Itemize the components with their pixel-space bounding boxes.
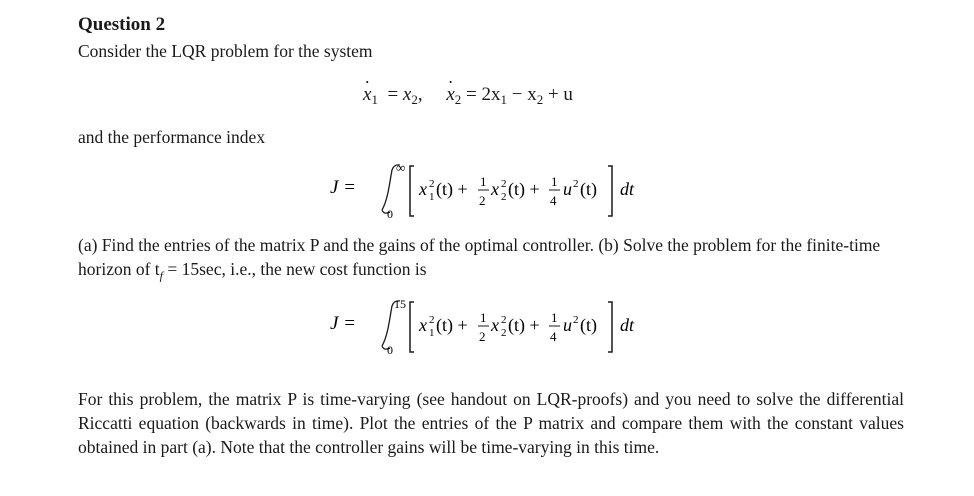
int1-term1: x [419, 179, 427, 199]
int1-right-bracket [608, 166, 612, 216]
system-equation [363, 84, 573, 108]
int2-term3: u [563, 315, 572, 335]
int2-dt: dt [620, 315, 635, 335]
int2-term3-arg: (t) [580, 315, 597, 335]
int2-term3-sup: 2 [573, 314, 579, 326]
int2-term1-arg: (t) + [436, 315, 468, 335]
cost-function-finite [330, 296, 670, 356]
intro-text: Consider the LQR problem for the system [78, 41, 373, 61]
int2-term2-arg: (t) + [508, 315, 540, 335]
int1-term2-arg: (t) + [508, 179, 540, 199]
int2-left-bracket [410, 302, 414, 352]
int1-dt: dt [620, 179, 635, 199]
int2-term2: x [491, 315, 499, 335]
closing-text: For this problem, the matrix P is time-varying (see handout on LQR-proofs) and you need to solve the differential Riccatti equation (backwards in time). Plot the entries of the P matrix and compare them with the constant values obtained in part (a). Note that the controller gains will be time-varying in this time. [78, 389, 904, 457]
eq2-rhs-sub2: 2 [536, 92, 544, 107]
part-a-sub: f [159, 268, 163, 283]
performance-intro: and the performance index [78, 127, 266, 147]
int2-lhs: J = [330, 313, 357, 334]
int2-frac1-den: 2 [479, 329, 486, 344]
question-title: Question 2 [78, 14, 166, 35]
int2-lower: 0 [387, 343, 393, 356]
int1-term1-sub: 1 [429, 191, 435, 203]
int2-frac2-den: 4 [550, 329, 557, 344]
int1-term3: u [563, 179, 572, 199]
int1-term2-sup: 2 [501, 178, 507, 190]
int1-term3-arg: (t) [580, 179, 597, 199]
int2-term1: x [419, 315, 427, 335]
eq2-rhs-sub1: 1 [500, 92, 507, 107]
int1-term1-sup: 2 [429, 178, 435, 190]
x2-dot: · x [446, 84, 454, 106]
eq1-rhs-var: x [402, 84, 412, 105]
part-a-tail: = 15sec, i.e., the new cost function is [163, 259, 427, 279]
int2-frac2-num: 1 [551, 310, 558, 325]
eq-comma: , [417, 84, 442, 105]
eq2-rhs: = 2x [466, 84, 501, 105]
int2-term2-sup: 2 [501, 314, 507, 326]
eq1-rhs-sub: 2 [411, 92, 418, 107]
x2-dot-sub: 2 [454, 92, 462, 107]
int1-term3-sup: 2 [573, 178, 579, 190]
int1-frac2-num: 1 [551, 174, 558, 189]
int1-frac1-num: 1 [480, 174, 487, 189]
int2-right-bracket [608, 302, 612, 352]
int1-term2: x [491, 179, 499, 199]
int1-lhs: J = [330, 177, 357, 198]
int1-term2-sub: 2 [501, 191, 507, 203]
equals-sign: = [382, 84, 403, 105]
eq2-rhs-mid: − x [507, 84, 537, 105]
int1-frac1-den: 2 [479, 193, 486, 208]
int1-frac2-den: 4 [550, 193, 557, 208]
int1-upper: ∞ [396, 160, 406, 175]
x1-dot: · x [363, 84, 371, 106]
int2-frac1-num: 1 [480, 310, 487, 325]
int2-term2-sub: 2 [501, 327, 507, 339]
x1-dot-sub: 1 [371, 92, 378, 107]
int1-lower: 0 [387, 207, 393, 220]
part-a-main: (a) Find the entries of the matrix P and the gains of the optimal controller. (b) Solve the problem for the finite-time horizon of t [78, 235, 881, 279]
int2-term1-sub: 1 [429, 327, 435, 339]
int1-left-bracket [410, 166, 414, 216]
part-a-text [78, 233, 904, 288]
int1-term1-arg: (t) + [436, 179, 468, 199]
cost-function-infinite [330, 160, 670, 220]
int2-term1-sup: 2 [429, 314, 435, 326]
int2-upper: 15 [394, 297, 406, 311]
eq2-rhs-tail: + u [543, 84, 573, 105]
